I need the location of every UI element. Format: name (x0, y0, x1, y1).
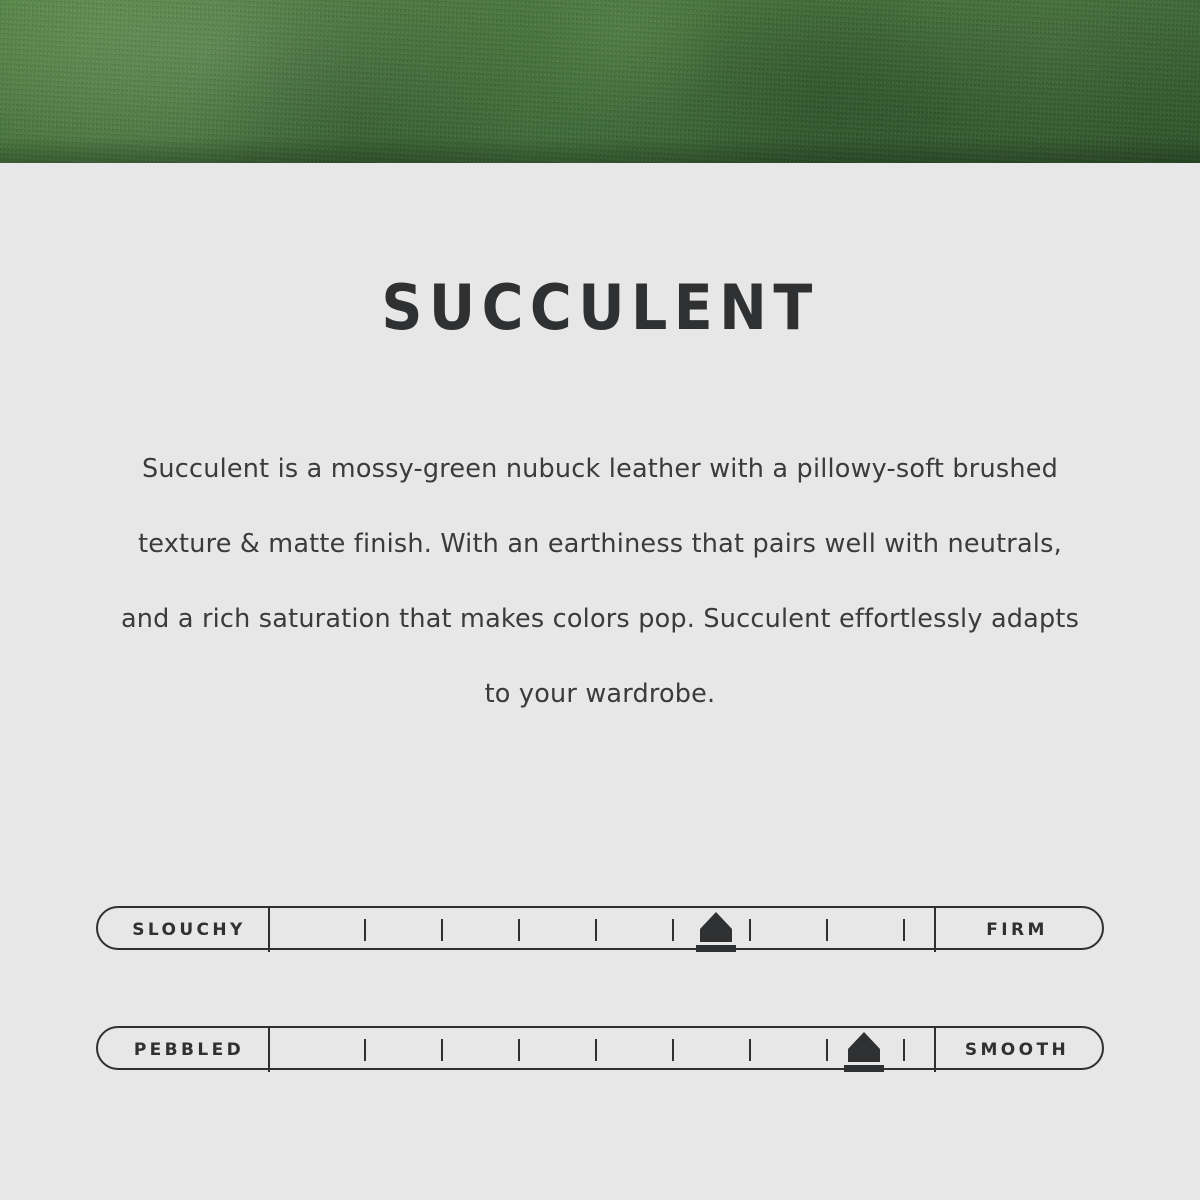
slider-tick (672, 1039, 674, 1061)
slider-tick (903, 1039, 905, 1061)
slider-label-pebbled: PEBBLED (98, 1028, 270, 1072)
slider-track-texture[interactable] (96, 1026, 1104, 1070)
slider-tick (826, 1039, 828, 1061)
product-description: Succulent is a mossy-green nubuck leather with a pillowy-soft brushed texture & matte finish. With an earthiness that pairs well with neutrals, and a rich saturation that makes colors pop. Succulent effortlessly adapts to your wardrobe. (120, 454, 1080, 709)
slider-tick (826, 919, 828, 941)
slider-tick (441, 1039, 443, 1061)
slider-ticks-texture (270, 1028, 934, 1072)
handle-arrow-icon (848, 1032, 880, 1049)
slider-ticks-structure (270, 908, 934, 952)
slider-tick (364, 919, 366, 941)
slider-tick (903, 919, 905, 941)
slider-label-slouchy: SLOUCHY (98, 908, 270, 952)
handle-body (700, 929, 732, 942)
handle-base (696, 945, 736, 952)
slider-tick (749, 919, 751, 941)
slider-track-structure[interactable] (96, 906, 1104, 950)
leather-swatch-succulent (0, 0, 1200, 163)
slider-structure[interactable] (96, 906, 1104, 950)
slider-tick (441, 919, 443, 941)
handle-arrow-icon (700, 912, 732, 929)
slider-tick (749, 1039, 751, 1061)
slider-handle-texture[interactable] (843, 1032, 885, 1072)
slider-label-smooth: SMOOTH (934, 1028, 1102, 1072)
slider-tick (518, 919, 520, 941)
handle-base (844, 1065, 884, 1072)
slider-texture[interactable] (96, 1026, 1104, 1070)
slider-tick (518, 1039, 520, 1061)
slider-tick (595, 1039, 597, 1061)
page-title: SUCCULENT (381, 271, 819, 344)
swatch-bottom-shadow (0, 137, 1200, 163)
slider-tick (672, 919, 674, 941)
slider-tick (364, 1039, 366, 1061)
slider-handle-structure[interactable] (695, 912, 737, 952)
handle-body (848, 1049, 880, 1062)
slider-tick (595, 919, 597, 941)
slider-label-firm: FIRM (934, 908, 1102, 952)
